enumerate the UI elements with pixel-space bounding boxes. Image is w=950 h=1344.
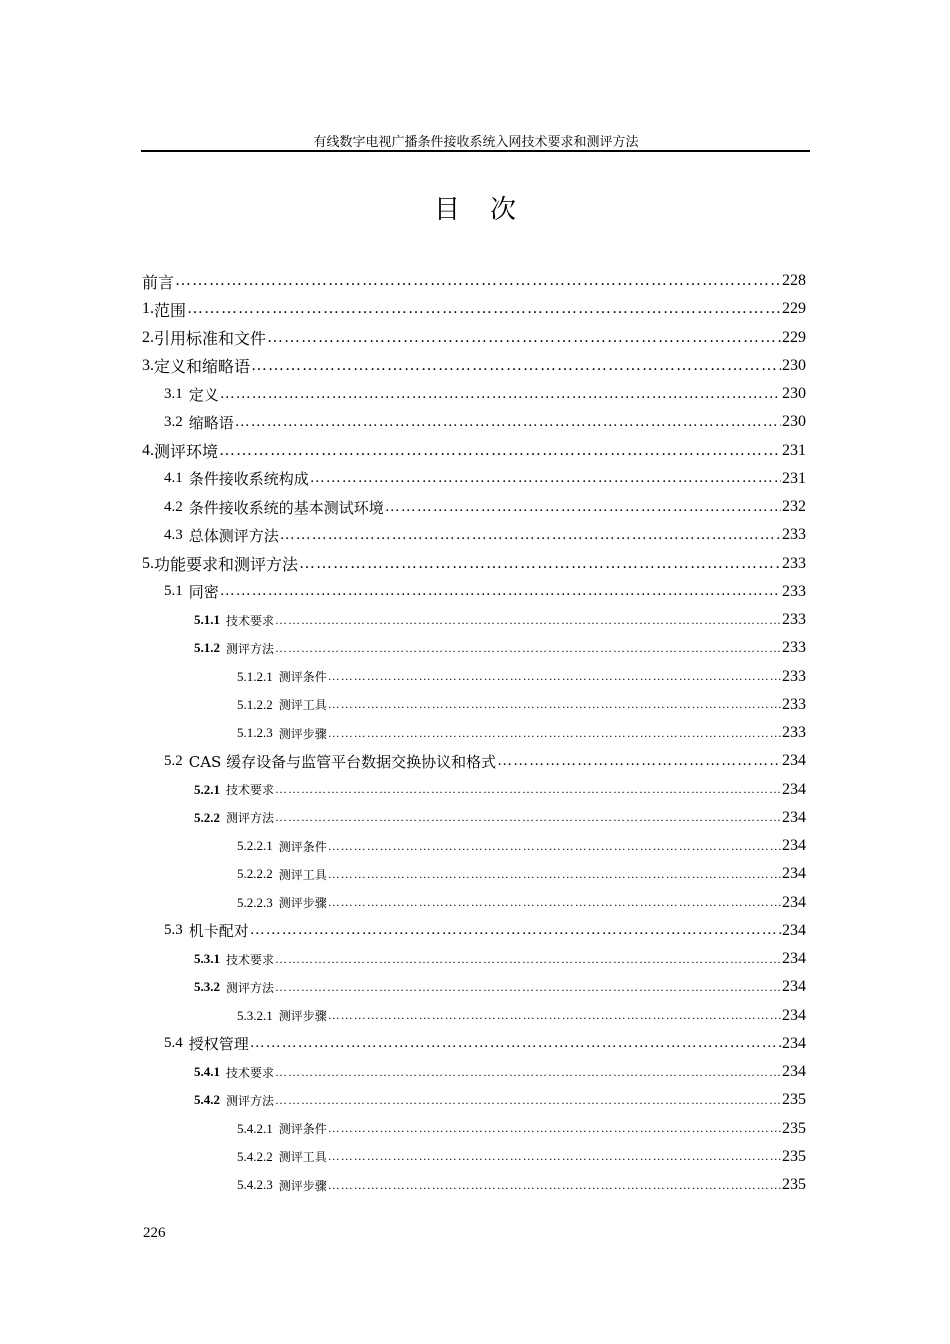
toc-entry[interactable] [142,493,806,521]
toc-entry-number: 5.4.2.3 [237,1177,273,1193]
toc-entry-page: 235 [782,1147,806,1165]
toc-dot-leader [267,329,781,347]
toc-entry-page: 235 [782,1176,806,1194]
toc-entry-label: 测评条件 [278,1122,327,1137]
toc-entry-page: 234 [782,752,806,770]
toc-entry-label: 技术要求 [226,613,275,628]
toc-entry-number: 5.2.2 [194,809,220,825]
toc-entry-number: 5.1.2.1 [237,668,273,684]
toc-entry-label: 测评步骤 [278,1009,327,1024]
toc-entry-number: 5.1.2.3 [237,725,273,741]
toc-entry-page: 231 [782,441,806,459]
toc-entry[interactable] [142,578,806,606]
toc-dot-leader [328,726,781,741]
toc-entry-label: 测评环境 [154,442,219,462]
toc-entry[interactable] [142,776,806,804]
header-rule [141,150,810,152]
toc-entry-number: 3.2 [164,413,183,430]
toc-entry-label: 测评方法 [226,1093,275,1108]
toc-entry-number: 5.2.2.1 [237,838,273,854]
toc-entry-label: 技术要求 [226,952,275,967]
toc-entry[interactable] [142,295,806,323]
toc-dot-leader [250,922,781,939]
toc-entry[interactable] [142,465,806,493]
toc-entry-label: 范围 [154,300,187,320]
toc-entry-number: 5.1 [164,583,183,600]
toc-dot-leader [328,1008,781,1023]
toc-entry-label: 定义和缩略语 [154,357,251,377]
toc-entry-number: 3. [142,356,154,374]
toc-dot-leader [220,386,781,403]
toc-entry-number: 5.3.2 [194,979,220,995]
toc-entry[interactable] [142,691,806,719]
toc-entry[interactable] [142,917,806,945]
toc-entry[interactable] [142,1143,806,1171]
toc-entry-number: 5.1.2.2 [237,696,273,712]
running-header: 有线数字电视广播条件接收系统入网技术要求和测评方法 [313,134,639,149]
toc-entry-number: 1. [142,300,154,318]
toc-entry-label: 定义 [188,385,219,404]
toc-entry-page: 234 [782,1006,806,1024]
toc-entry[interactable] [142,380,806,408]
toc-entry[interactable] [142,606,806,634]
toc-entry-number: 5.4 [164,1035,183,1052]
toc-title: 目次 [433,195,546,225]
toc-entry-number: 5.3 [164,922,183,939]
toc-entry-label: 技术要求 [226,1065,275,1080]
toc-entry-page: 230 [782,413,806,431]
toc-entry-number: 5.2.2.2 [237,866,273,882]
toc-entry-label: 测评工具 [278,698,327,713]
toc-dot-leader [328,895,781,910]
toc-dot-leader [280,527,781,544]
toc-entry-number: 5.4.1 [194,1064,220,1080]
toc-dot-leader [328,867,781,882]
toc-entry-label: 测评工具 [278,867,327,882]
toc-entry-page: 235 [782,1091,806,1109]
toc-entry[interactable] [142,634,806,662]
toc-entry-label: 机卡配对 [188,922,249,941]
toc-entry-page: 233 [782,667,806,685]
toc-entry-page: 233 [782,554,806,572]
toc-entry[interactable] [142,663,806,691]
page-number: 226 [143,1225,166,1241]
toc-entry-number: 5.3.2.1 [237,1007,273,1023]
toc-entry-number: 4.2 [164,498,183,515]
toc-entry-label: 测评方法 [226,641,275,656]
toc-entry-page: 229 [782,300,806,318]
toc-entry[interactable] [142,804,806,832]
toc-dot-leader [219,442,781,460]
toc-entry[interactable] [142,1115,806,1143]
toc-dot-leader [275,613,781,628]
toc-entry-number: 5.2.1 [194,781,220,797]
toc-entry-number: 4.1 [164,470,183,487]
toc-entry[interactable] [142,437,806,465]
toc-entry-label: 测评方法 [226,811,275,826]
toc-entry[interactable] [142,408,806,436]
toc-entry-number: 4.3 [164,526,183,543]
toc-entry-page: 233 [782,526,806,544]
toc-entry-page: 234 [782,893,806,911]
toc-entry[interactable] [142,832,806,860]
toc-entry-label: 测评条件 [278,839,327,854]
toc-entry-number: 2. [142,328,154,346]
toc-dot-leader [220,583,781,600]
toc-entry-label: 条件接收系统的基本测试环境 [188,498,384,517]
toc-entry-page: 233 [782,582,806,600]
toc-entry[interactable] [142,1171,806,1199]
toc-entry-page: 234 [782,1063,806,1081]
toc-entry-page: 234 [782,1034,806,1052]
toc-entry-number: 5.3.1 [194,951,220,967]
toc-entry[interactable] [142,267,806,295]
toc-entry[interactable] [142,324,806,352]
toc-entry-label: CAS 缓存设备与监管平台数据交换协议和格式 [188,752,497,771]
toc-entry-label: 测评条件 [278,670,327,685]
toc-entry-page: 231 [782,469,806,487]
toc-entry-label: 测评工具 [278,1150,327,1165]
toc-dot-leader [275,1065,781,1080]
toc-entry[interactable] [142,945,806,973]
toc-entry-number: 5.2 [164,752,183,769]
toc-entry-number: 5.1.1 [194,612,220,628]
toc-entry[interactable] [142,1058,806,1086]
toc-entry-number: 5.4.2.2 [237,1148,273,1164]
toc-entry-label: 测评方法 [226,980,275,995]
toc-dot-leader [250,1035,781,1052]
table-of-contents [142,267,806,1199]
toc-entry[interactable] [142,352,806,380]
toc-dot-leader [328,1149,781,1164]
toc-entry-page: 234 [782,837,806,855]
toc-entry-page: 234 [782,978,806,996]
toc-entry-page: 230 [782,385,806,403]
toc-dot-leader [251,357,781,375]
toc-entry-label: 测评步骤 [278,1178,327,1193]
toc-entry-page: 234 [782,865,806,883]
toc-entry-page: 234 [782,780,806,798]
toc-entry-label: 授权管理 [188,1035,249,1054]
toc-dot-leader [275,980,781,995]
toc-entry[interactable] [142,1030,806,1058]
toc-dot-leader [310,470,781,487]
toc-entry-number: 5.1.2 [194,640,220,656]
toc-entry-page: 232 [782,498,806,516]
toc-entry[interactable] [142,1086,806,1114]
toc-dot-leader [328,1121,781,1136]
toc-entry-label: 前言 [142,272,175,292]
toc-entry[interactable] [142,1002,806,1030]
toc-entry[interactable] [142,889,806,917]
toc-entry[interactable] [142,860,806,888]
toc-entry-page: 230 [782,356,806,374]
toc-entry-label: 总体测评方法 [188,526,279,545]
toc-entry[interactable] [142,973,806,1001]
toc-entry-page: 234 [782,921,806,939]
toc-entry-page: 233 [782,724,806,742]
toc-entry-number: 5. [142,554,154,572]
toc-entry-label: 缩略语 [188,413,234,432]
toc-dot-leader [497,753,781,770]
toc-entry-page: 234 [782,950,806,968]
toc-dot-leader [328,697,781,712]
toc-dot-leader [385,499,781,516]
toc-entry-page: 233 [782,639,806,657]
toc-entry-page: 233 [782,611,806,629]
toc-entry-number: 5.2.2.3 [237,894,273,910]
toc-dot-leader [275,1093,781,1108]
toc-entry[interactable] [142,550,806,578]
toc-entry-page: 235 [782,1119,806,1137]
toc-dot-leader [275,810,781,825]
toc-dot-leader [275,952,781,967]
toc-entry-number: 4. [142,441,154,459]
toc-entry-label: 测评步骤 [278,726,327,741]
toc-dot-leader [187,300,781,318]
toc-dot-leader [299,555,781,573]
toc-entry[interactable] [142,719,806,747]
toc-dot-leader [328,839,781,854]
toc-entry-page: 233 [782,695,806,713]
toc-entry-label: 条件接收系统构成 [188,470,309,489]
toc-entry-page: 228 [782,272,806,290]
toc-entry-page: 234 [782,808,806,826]
toc-dot-leader [328,669,781,684]
toc-entry[interactable] [142,747,806,775]
toc-entry-number: 5.4.2 [194,1092,220,1108]
toc-dot-leader [275,641,781,656]
toc-entry-label: 技术要求 [226,783,275,798]
toc-dot-leader [275,782,781,797]
toc-entry-number: 3.1 [164,385,183,402]
toc-dot-leader [175,272,781,290]
toc-entry-label: 引用标准和文件 [154,329,267,349]
toc-dot-leader [328,1178,781,1193]
toc-entry-number: 5.4.2.1 [237,1120,273,1136]
toc-entry-label: 同密 [188,583,219,602]
toc-dot-leader [235,414,781,431]
toc-entry-label: 功能要求和测评方法 [154,555,299,575]
toc-entry-label: 测评步骤 [278,896,327,911]
toc-entry[interactable] [142,521,806,549]
toc-entry-page: 229 [782,328,806,346]
